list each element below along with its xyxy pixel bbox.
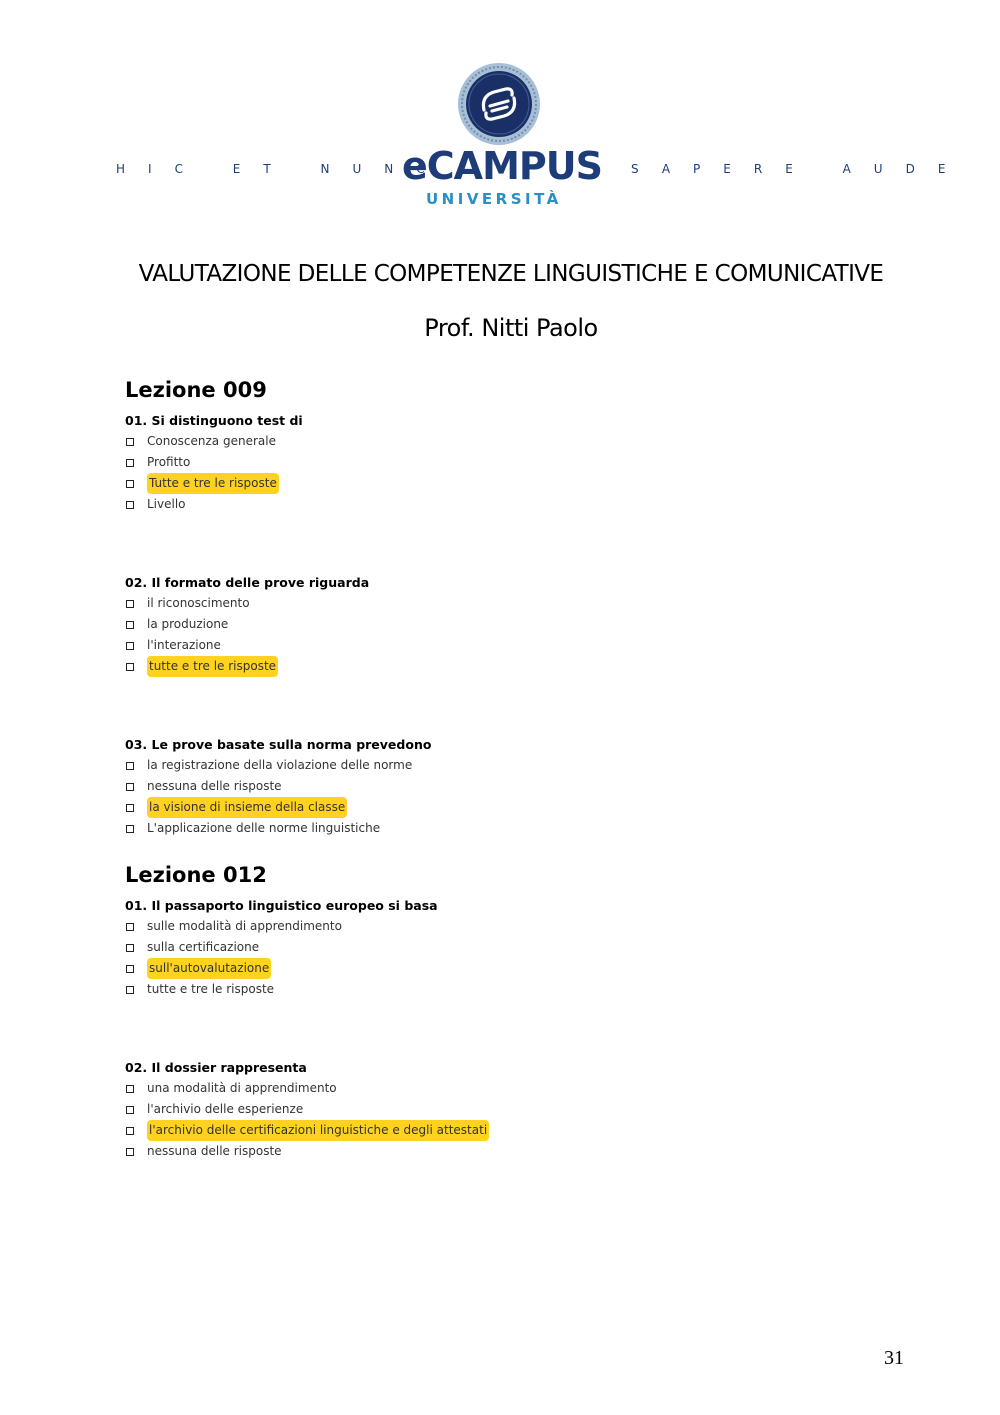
- answer-label: Livello: [147, 497, 186, 511]
- answer-option: [125, 1078, 925, 1099]
- checkbox-icon: [126, 1127, 134, 1135]
- answer-option: [125, 473, 925, 494]
- lesson-section: [125, 859, 925, 1162]
- answer-label: nessuna delle risposte: [147, 1144, 282, 1158]
- answer-label: Profitto: [147, 455, 191, 469]
- question-text: 01. Si distinguono test di: [125, 413, 303, 428]
- question-spacer: [125, 677, 925, 730]
- answer-option: [125, 916, 925, 937]
- correct-answer-label: Tutte e tre le risposte: [147, 473, 279, 494]
- checkbox-icon: [126, 438, 134, 446]
- question-block: [125, 572, 925, 677]
- correct-answer-label: la visione di insieme della classe: [147, 797, 347, 818]
- motto-left: HIC ET NUNC: [116, 162, 448, 176]
- answer-option: [125, 1099, 925, 1120]
- answer-list: [125, 755, 925, 839]
- checkbox-icon: [126, 459, 134, 467]
- checkbox-icon: [126, 501, 134, 509]
- checkbox-icon: [126, 762, 134, 770]
- question-text: 01. Il passaporto linguistico europeo si basa: [125, 898, 438, 913]
- answer-option: [125, 937, 925, 958]
- checkbox-icon: [126, 1148, 134, 1156]
- answer-option: [125, 755, 925, 776]
- lesson-section: [125, 374, 925, 839]
- professor-name: Prof. Nitti Paolo: [424, 314, 598, 342]
- correct-answer-label: tutte e tre le risposte: [147, 656, 278, 677]
- answer-label: la registrazione della violazione delle norme: [147, 758, 413, 772]
- checkbox-icon: [126, 480, 134, 488]
- correct-answer-label: sull'autovalutazione: [147, 958, 271, 979]
- checkbox-icon: [126, 600, 134, 608]
- checkbox-icon: [126, 663, 134, 671]
- question-text: 02. Il dossier rappresenta: [125, 1060, 307, 1075]
- ecampus-seal-icon: [457, 62, 541, 146]
- page-header: [0, 0, 1000, 230]
- question-text: 03. Le prove basate sulla norma prevedono: [125, 737, 432, 752]
- answer-option: [125, 656, 925, 677]
- question-spacer: [125, 1000, 925, 1053]
- checkbox-icon: [126, 944, 134, 952]
- answer-option: [125, 797, 925, 818]
- document-title: VALUTAZIONE DELLE COMPETENZE LINGUISTICHE E COMUNICATIVE: [138, 261, 884, 287]
- brand-subtitle: UNIVERSITÀ: [426, 190, 562, 208]
- answer-label: L'applicazione delle norme linguistiche: [147, 821, 381, 835]
- answer-label: l'archivio delle esperienze: [147, 1102, 304, 1116]
- answer-label: la produzione: [147, 617, 229, 631]
- question-block: [125, 410, 925, 515]
- answer-option: [125, 431, 925, 452]
- checkbox-icon: [126, 825, 134, 833]
- checkbox-icon: [126, 783, 134, 791]
- answer-list: [125, 916, 925, 1000]
- correct-answer-label: l'archivio delle certificazioni linguistiche e degli attestati: [147, 1120, 489, 1141]
- answer-label: tutte e tre le risposte: [147, 982, 275, 996]
- question-spacer: [125, 515, 925, 568]
- question-block: [125, 1057, 925, 1162]
- answer-option: [125, 593, 925, 614]
- answer-label: il riconoscimento: [147, 596, 250, 610]
- checkbox-icon: [126, 1085, 134, 1093]
- answer-list: [125, 1078, 925, 1162]
- checkbox-icon: [126, 804, 134, 812]
- checkbox-icon: [126, 986, 134, 994]
- answer-option: [125, 1120, 925, 1141]
- motto-right: SAPERE AUDE: [631, 162, 969, 176]
- answer-option: [125, 958, 925, 979]
- answer-label: sulla certificazione: [147, 940, 260, 954]
- checkbox-icon: [126, 923, 134, 931]
- answer-option: [125, 979, 925, 1000]
- question-text: 02. Il formato delle prove riguarda: [125, 575, 370, 590]
- checkbox-icon: [126, 1106, 134, 1114]
- lesson-spacer: [125, 839, 925, 859]
- answer-label: sulle modalità di apprendimento: [147, 919, 342, 933]
- answer-label: Conoscenza generale: [147, 434, 276, 448]
- lesson-title: Lezione 012: [125, 863, 267, 887]
- answer-option: [125, 818, 925, 839]
- answer-list: [125, 431, 925, 515]
- answer-label: l'interazione: [147, 638, 221, 652]
- brand-name: eCAMPUS: [402, 144, 602, 188]
- checkbox-icon: [126, 642, 134, 650]
- answer-label: nessuna delle risposte: [147, 779, 282, 793]
- page-number: 31: [884, 1347, 904, 1369]
- checkbox-icon: [126, 965, 134, 973]
- lesson-title: Lezione 009: [125, 378, 267, 402]
- checkbox-icon: [126, 621, 134, 629]
- answer-label: una modalità di apprendimento: [147, 1081, 337, 1095]
- answer-list: [125, 593, 925, 677]
- answer-option: [125, 494, 925, 515]
- question-block: [125, 734, 925, 839]
- answer-option: [125, 1141, 925, 1162]
- answer-option: [125, 635, 925, 656]
- answer-option: [125, 452, 925, 473]
- quiz-content: [125, 374, 925, 1162]
- answer-option: [125, 776, 925, 797]
- question-block: [125, 895, 925, 1000]
- answer-option: [125, 614, 925, 635]
